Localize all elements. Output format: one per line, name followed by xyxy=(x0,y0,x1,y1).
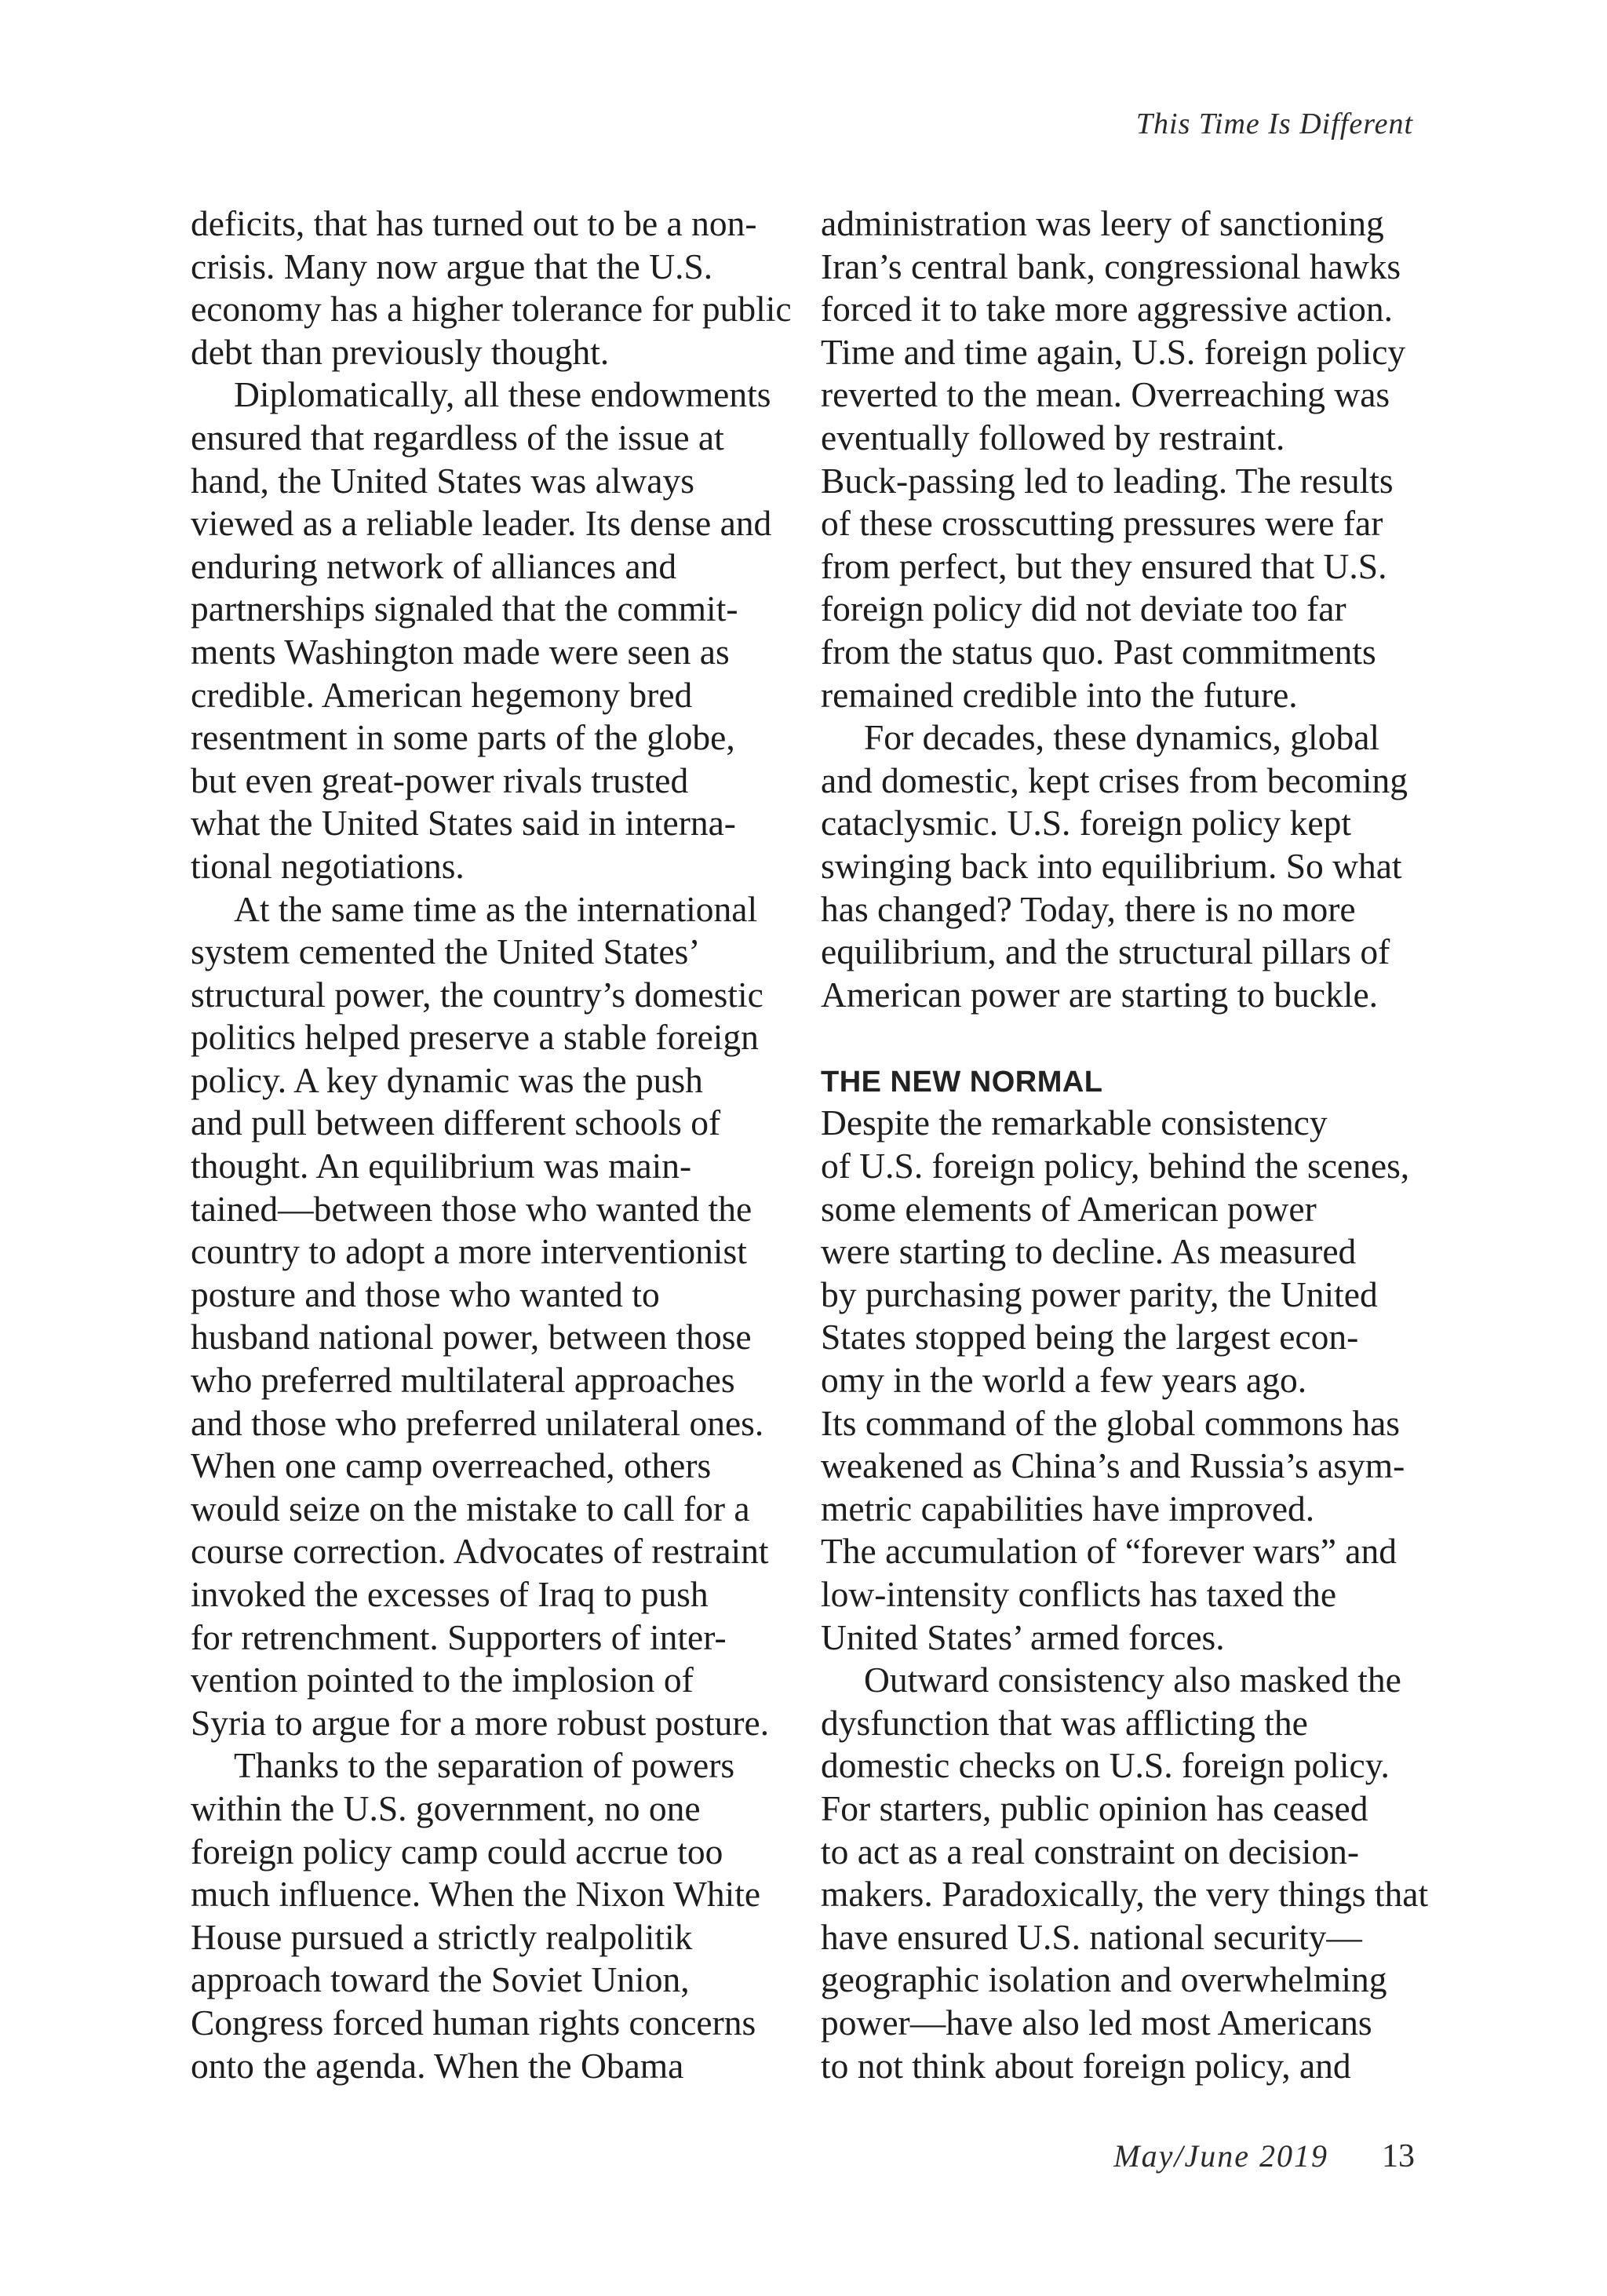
text-line: from perfect, but they ensured that U.S. xyxy=(821,545,1387,586)
text-line: to not think about foreign policy, and xyxy=(821,2045,1351,2086)
text-line: country to adopt a more interventionist xyxy=(191,1231,747,1272)
text-line: makers. Paradoxically, the very things that xyxy=(821,1874,1429,1915)
text-line: House pursued a strictly realpolitik xyxy=(191,1916,693,1957)
text-line: Thanks to the separation of powers xyxy=(234,1745,735,1786)
text-line: ments Washington made were seen as xyxy=(191,631,730,672)
text-line: The accumulation of “forever wars” and xyxy=(821,1531,1397,1572)
text-line: for retrenchment. Supporters of inter- xyxy=(191,1616,727,1657)
text-line: Its command of the global commons has xyxy=(821,1402,1400,1443)
running-head-title: This Time Is Different xyxy=(1135,108,1413,140)
text-line: foreign policy camp could accrue too xyxy=(191,1831,723,1871)
text-line: Time and time again, U.S. foreign policy xyxy=(821,331,1406,372)
text-line: low-intensity conflicts has taxed the xyxy=(821,1574,1337,1614)
text-line: would seize on the mistake to call for a xyxy=(191,1488,750,1529)
text-line: some elements of American power xyxy=(821,1188,1317,1229)
text-line: When one camp overreached, others xyxy=(191,1445,712,1486)
text-line: but even great-power rivals trusted xyxy=(191,760,689,800)
text-line: much influence. When the Nixon White xyxy=(191,1874,761,1915)
section-spacer xyxy=(821,1016,1425,1059)
text-line: Iran’s central bank, congressional hawks xyxy=(821,246,1401,286)
text-line: who preferred multilateral approaches xyxy=(191,1360,735,1401)
text-line: and those who preferred unilateral ones. xyxy=(191,1402,764,1443)
left-text-column xyxy=(191,202,795,2087)
text-line: and pull between different schools of xyxy=(191,1102,721,1143)
text-line: omy in the world a few years ago. xyxy=(821,1360,1307,1401)
text-line: Diplomatically, all these endowments xyxy=(234,374,771,415)
text-line: to act as a real constraint on decision- xyxy=(821,1831,1360,1871)
text-line: onto the agenda. When the Obama xyxy=(191,2045,684,2086)
text-line: resentment in some parts of the globe, xyxy=(191,717,735,758)
text-line: deficits, that has turned out to be a non- xyxy=(191,203,757,243)
text-line: from the status quo. Past commitments xyxy=(821,631,1376,672)
text-line: enduring network of alliances and xyxy=(191,545,677,586)
text-line: credible. American hegemony bred xyxy=(191,674,693,715)
text-line: For decades, these dynamics, global xyxy=(864,717,1380,758)
text-line: hand, the United States was always xyxy=(191,460,694,501)
text-line: viewed as a reliable leader. Its dense and xyxy=(191,503,772,544)
text-line: metric capabilities have improved. xyxy=(821,1488,1315,1529)
text-line: invoked the excesses of Iraq to push xyxy=(191,1574,709,1614)
text-line: of these crosscutting pressures were far xyxy=(821,503,1383,544)
text-line: posture and those who wanted to xyxy=(191,1274,660,1314)
text-line: husband national power, between those xyxy=(191,1317,752,1358)
text-line: crisis. Many now argue that the U.S. xyxy=(191,246,713,286)
text-line: partnerships signaled that the commit- xyxy=(191,589,738,629)
text-line: cataclysmic. U.S. foreign policy kept xyxy=(821,803,1351,844)
text-line: have ensured U.S. national security— xyxy=(821,1916,1362,1957)
text-line: equilibrium, and the structural pillars of xyxy=(821,931,1390,972)
text-line: For starters, public opinion has ceased xyxy=(821,1788,1368,1828)
text-line: course correction. Advocates of restraint xyxy=(191,1531,769,1572)
text-line: debt than previously thought. xyxy=(191,331,610,372)
text-line: were starting to decline. As measured xyxy=(821,1231,1357,1272)
text-line: by purchasing power parity, the United xyxy=(821,1274,1378,1314)
text-line: thought. An equilibrium was main- xyxy=(191,1146,692,1186)
text-line: ensured that regardless of the issue at xyxy=(191,417,724,457)
text-line: Despite the remarkable consistency xyxy=(821,1102,1328,1143)
text-line: United States’ armed forces. xyxy=(821,1616,1225,1657)
text-line: structural power, the country’s domestic xyxy=(191,974,763,1015)
text-line: economy has a higher tolerance for public xyxy=(191,289,792,330)
text-line: swinging back into equilibrium. So what xyxy=(821,845,1402,886)
text-line: eventually followed by restraint. xyxy=(821,417,1285,457)
text-line: foreign policy did not deviate too far xyxy=(821,589,1346,629)
text-line: weakened as China’s and Russia’s asym- xyxy=(821,1445,1405,1486)
text-line: Syria to argue for a more robust posture. xyxy=(191,1702,770,1743)
page-number: 13 xyxy=(1382,2138,1415,2174)
text-line: policy. A key dynamic was the push xyxy=(191,1059,703,1100)
text-line: geographic isolation and overwhelming xyxy=(821,1959,1387,2000)
text-line: American power are starting to buckle. xyxy=(821,974,1379,1015)
text-line: tional negotiations. xyxy=(191,845,465,886)
text-line: administration was leery of sanctioning xyxy=(821,203,1384,243)
text-line: remained credible into the future. xyxy=(821,674,1298,715)
text-line: Outward consistency also masked the xyxy=(864,1660,1401,1700)
issue-date: May/June 2019 xyxy=(1113,2138,1328,2174)
text-line: domestic checks on U.S. foreign policy. xyxy=(821,1745,1390,1786)
text-line: forced it to take more aggressive action. xyxy=(821,289,1393,330)
text-line: power—have also led most Americans xyxy=(821,2002,1372,2043)
right-text-column xyxy=(821,202,1429,2087)
text-line: within the U.S. government, no one xyxy=(191,1788,701,1828)
text-line: vention pointed to the implosion of xyxy=(191,1660,694,1700)
text-line: has changed? Today, there is no more xyxy=(821,888,1356,929)
text-line: dysfunction that was afflicting the xyxy=(821,1702,1308,1743)
text-line: At the same time as the international xyxy=(234,888,758,929)
text-line: Congress forced human rights concerns xyxy=(191,2002,756,2043)
text-line: approach toward the Soviet Union, xyxy=(191,1959,690,2000)
text-line: of U.S. foreign policy, behind the scenes, xyxy=(821,1146,1410,1186)
section-heading: THE NEW NORMAL xyxy=(821,1065,1103,1099)
text-line: States stopped being the largest econ- xyxy=(821,1317,1359,1358)
page-footer xyxy=(1113,2137,1415,2175)
text-line: tained—between those who wanted the xyxy=(191,1188,752,1229)
text-line: what the United States said in interna- xyxy=(191,803,736,844)
text-line: reverted to the mean. Overreaching was xyxy=(821,374,1390,415)
text-line: Buck-passing led to leading. The results xyxy=(821,460,1394,501)
text-line: system cemented the United States’ xyxy=(191,931,701,972)
text-line: politics helped preserve a stable foreign xyxy=(191,1017,759,1058)
text-line: and domestic, kept crises from becoming xyxy=(821,760,1408,800)
